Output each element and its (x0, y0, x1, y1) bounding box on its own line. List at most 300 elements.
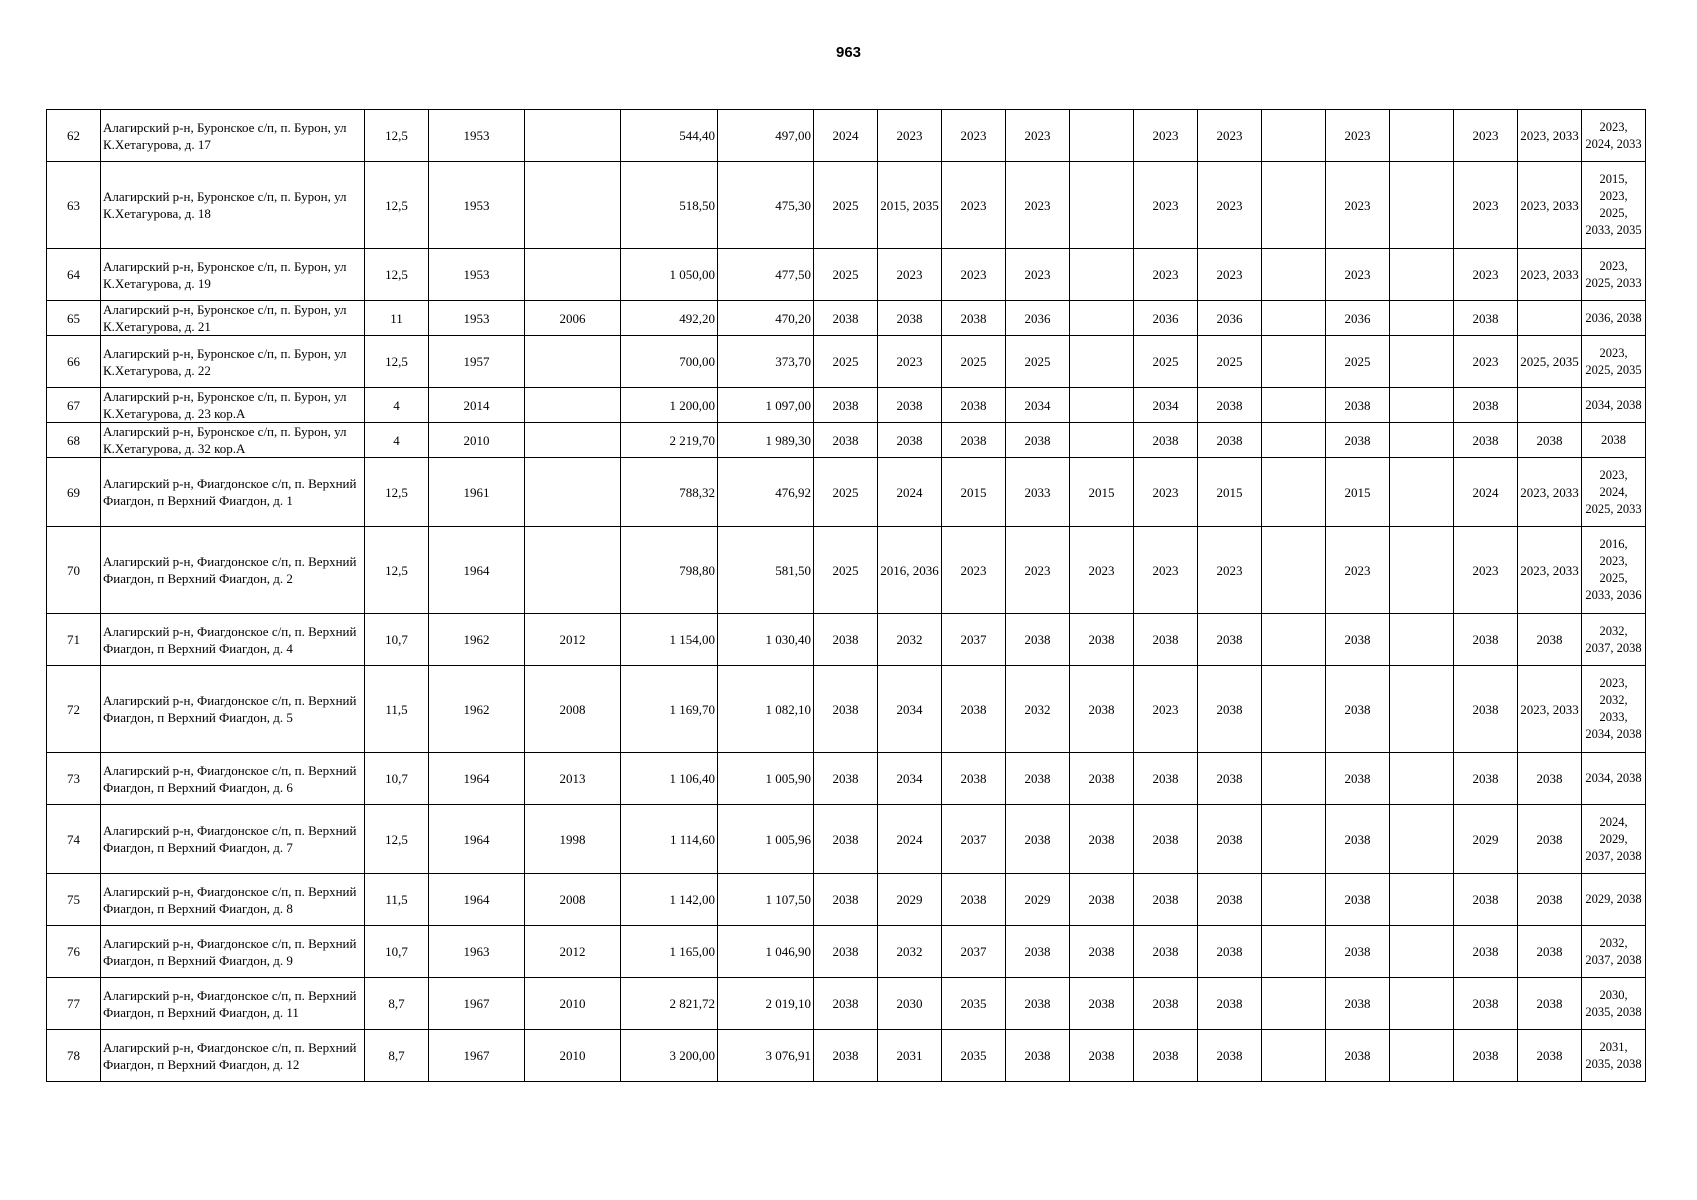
col-14-cell: 2038 (1326, 805, 1390, 874)
col-16-cell: 2038 (1454, 301, 1518, 336)
floors-count-cell: 10,7 (365, 753, 429, 805)
col-14-cell: 2025 (1326, 336, 1390, 388)
col-10-cell: 2038 (1070, 926, 1134, 978)
col-12-cell: 2038 (1198, 388, 1262, 423)
table-row (47, 666, 1646, 753)
col-10-cell: 2038 (1070, 874, 1134, 926)
floors-count-cell: 4 (365, 423, 429, 458)
living-area-cell: 1 107,50 (718, 874, 814, 926)
address-cell: Алагирский р-н, Фиагдонское с/п, п. Верхний Фиагдон, п Верхний Фиагдон, д. 8 (101, 874, 365, 926)
col-13-cell (1262, 805, 1326, 874)
col-13-cell (1262, 527, 1326, 614)
col-14-cell: 2038 (1326, 614, 1390, 666)
col-10-cell (1070, 423, 1134, 458)
total-area-cell: 492,20 (621, 301, 718, 336)
col-12-cell: 2038 (1198, 805, 1262, 874)
col-9-cell: 2023 (1006, 527, 1070, 614)
row-number-cell: 74 (47, 805, 101, 874)
row-number-cell: 65 (47, 301, 101, 336)
col-12-cell: 2015 (1198, 458, 1262, 527)
address-cell: Алагирский р-н, Фиагдонское с/п, п. Верхний Фиагдон, п Верхний Фиагдон, д. 4 (101, 614, 365, 666)
col-13-cell (1262, 666, 1326, 753)
col-9-cell: 2023 (1006, 162, 1070, 249)
col-11-cell: 2023 (1134, 458, 1198, 527)
col-12-cell: 2038 (1198, 753, 1262, 805)
table-row (47, 458, 1646, 527)
living-area-cell: 373,70 (718, 336, 814, 388)
floors-count-cell: 12,5 (365, 527, 429, 614)
col-6-cell: 2038 (814, 614, 878, 666)
total-area-cell: 518,50 (621, 162, 718, 249)
col-9-cell: 2038 (1006, 1030, 1070, 1082)
col-7-cell: 2015, 2035 (878, 162, 942, 249)
col-8-cell: 2037 (942, 614, 1006, 666)
renovation-year-cell: 1998 (525, 805, 621, 874)
floors-count-cell: 10,7 (365, 926, 429, 978)
col-9-cell: 2033 (1006, 458, 1070, 527)
col-12-cell: 2038 (1198, 926, 1262, 978)
col-11-cell: 2036 (1134, 301, 1198, 336)
col-17-cell: 2038 (1518, 614, 1582, 666)
col-17-cell: 2025, 2035 (1518, 336, 1582, 388)
col-15-cell (1390, 666, 1454, 753)
col-15-cell (1390, 423, 1454, 458)
col-16-cell: 2038 (1454, 614, 1518, 666)
col-17-cell: 2023, 2033 (1518, 162, 1582, 249)
floors-count-cell: 8,7 (365, 978, 429, 1030)
row-number-cell: 73 (47, 753, 101, 805)
address-cell: Алагирский р-н, Фиагдонское с/п, п. Верхний Фиагдон, п Верхний Фиагдон, д. 11 (101, 978, 365, 1030)
build-year-cell: 2014 (429, 388, 525, 423)
col-17-cell (1518, 301, 1582, 336)
renovation-year-cell: 2010 (525, 1030, 621, 1082)
total-area-cell: 798,80 (621, 527, 718, 614)
table-row (47, 753, 1646, 805)
build-year-cell: 1953 (429, 110, 525, 162)
col-11-cell: 2023 (1134, 666, 1198, 753)
build-year-cell: 1963 (429, 926, 525, 978)
col-18-cell: 2023, 2032, 2033, 2034, 2038 (1582, 666, 1646, 753)
col-17-cell: 2023, 2033 (1518, 110, 1582, 162)
col-10-cell: 2038 (1070, 1030, 1134, 1082)
col-18-cell: 2034, 2038 (1582, 388, 1646, 423)
col-11-cell: 2025 (1134, 336, 1198, 388)
address-cell: Алагирский р-н, Буронское с/п, п. Бурон, ул К.Хетагурова, д. 21 (101, 301, 365, 336)
col-9-cell: 2025 (1006, 336, 1070, 388)
build-year-cell: 1962 (429, 666, 525, 753)
col-8-cell: 2023 (942, 249, 1006, 301)
row-number-cell: 63 (47, 162, 101, 249)
col-16-cell: 2038 (1454, 666, 1518, 753)
row-number-cell: 78 (47, 1030, 101, 1082)
col-17-cell: 2023, 2033 (1518, 249, 1582, 301)
col-7-cell: 2034 (878, 666, 942, 753)
col-11-cell: 2023 (1134, 527, 1198, 614)
living-area-cell: 1 097,00 (718, 388, 814, 423)
col-7-cell: 2032 (878, 926, 942, 978)
address-cell: Алагирский р-н, Фиагдонское с/п, п. Верхний Фиагдон, п Верхний Фиагдон, д. 7 (101, 805, 365, 874)
total-area-cell: 544,40 (621, 110, 718, 162)
table-row (47, 1030, 1646, 1082)
col-15-cell (1390, 458, 1454, 527)
floors-count-cell: 11 (365, 301, 429, 336)
col-12-cell: 2025 (1198, 336, 1262, 388)
col-15-cell (1390, 805, 1454, 874)
col-8-cell: 2035 (942, 1030, 1006, 1082)
col-18-cell: 2023, 2024, 2033 (1582, 110, 1646, 162)
living-area-cell: 1 046,90 (718, 926, 814, 978)
col-6-cell: 2024 (814, 110, 878, 162)
col-15-cell (1390, 978, 1454, 1030)
col-6-cell: 2038 (814, 805, 878, 874)
living-area-cell: 2 019,10 (718, 978, 814, 1030)
table-row (47, 527, 1646, 614)
total-area-cell: 2 821,72 (621, 978, 718, 1030)
col-10-cell (1070, 388, 1134, 423)
col-16-cell: 2023 (1454, 336, 1518, 388)
col-13-cell (1262, 753, 1326, 805)
table-row (47, 336, 1646, 388)
col-9-cell: 2038 (1006, 805, 1070, 874)
renovation-year-cell: 2008 (525, 874, 621, 926)
row-number-cell: 69 (47, 458, 101, 527)
address-cell: Алагирский р-н, Фиагдонское с/п, п. Верхний Фиагдон, п Верхний Фиагдон, д. 5 (101, 666, 365, 753)
col-9-cell: 2032 (1006, 666, 1070, 753)
living-area-cell: 497,00 (718, 110, 814, 162)
table-row (47, 388, 1646, 423)
col-14-cell: 2038 (1326, 753, 1390, 805)
col-8-cell: 2023 (942, 162, 1006, 249)
total-area-cell: 2 219,70 (621, 423, 718, 458)
col-10-cell: 2038 (1070, 805, 1134, 874)
col-16-cell: 2038 (1454, 423, 1518, 458)
col-8-cell: 2023 (942, 527, 1006, 614)
living-area-cell: 1 030,40 (718, 614, 814, 666)
col-13-cell (1262, 874, 1326, 926)
floors-count-cell: 12,5 (365, 162, 429, 249)
col-14-cell: 2038 (1326, 423, 1390, 458)
col-10-cell: 2038 (1070, 753, 1134, 805)
col-13-cell (1262, 301, 1326, 336)
table-body (47, 110, 1646, 1082)
col-7-cell: 2038 (878, 423, 942, 458)
build-year-cell: 1953 (429, 301, 525, 336)
address-cell: Алагирский р-н, Буронское с/п, п. Бурон, ул К.Хетагурова, д. 19 (101, 249, 365, 301)
col-18-cell: 2038 (1582, 423, 1646, 458)
renovation-year-cell (525, 110, 621, 162)
col-16-cell: 2023 (1454, 110, 1518, 162)
col-18-cell: 2034, 2038 (1582, 753, 1646, 805)
col-13-cell (1262, 249, 1326, 301)
address-cell: Алагирский р-н, Фиагдонское с/п, п. Верхний Фиагдон, п Верхний Фиагдон, д. 2 (101, 527, 365, 614)
col-15-cell (1390, 388, 1454, 423)
col-9-cell: 2038 (1006, 423, 1070, 458)
total-area-cell: 788,32 (621, 458, 718, 527)
col-17-cell: 2038 (1518, 423, 1582, 458)
col-16-cell: 2023 (1454, 249, 1518, 301)
col-15-cell (1390, 110, 1454, 162)
build-year-cell: 2010 (429, 423, 525, 458)
living-area-cell: 1 082,10 (718, 666, 814, 753)
row-number-cell: 64 (47, 249, 101, 301)
col-14-cell: 2023 (1326, 527, 1390, 614)
col-14-cell: 2038 (1326, 666, 1390, 753)
table-row (47, 926, 1646, 978)
total-area-cell: 1 050,00 (621, 249, 718, 301)
living-area-cell: 1 005,96 (718, 805, 814, 874)
col-17-cell: 2023, 2033 (1518, 527, 1582, 614)
col-8-cell: 2023 (942, 110, 1006, 162)
col-6-cell: 2038 (814, 388, 878, 423)
col-14-cell: 2015 (1326, 458, 1390, 527)
table-row (47, 614, 1646, 666)
col-7-cell: 2024 (878, 458, 942, 527)
table-row (47, 301, 1646, 336)
build-year-cell: 1964 (429, 805, 525, 874)
housing-registry-table (46, 109, 1646, 1082)
col-15-cell (1390, 753, 1454, 805)
living-area-cell: 477,50 (718, 249, 814, 301)
col-18-cell: 2016, 2023, 2025, 2033, 2036 (1582, 527, 1646, 614)
row-number-cell: 75 (47, 874, 101, 926)
renovation-year-cell (525, 458, 621, 527)
col-18-cell: 2036, 2038 (1582, 301, 1646, 336)
address-cell: Алагирский р-н, Фиагдонское с/п, п. Верхний Фиагдон, п Верхний Фиагдон, д. 12 (101, 1030, 365, 1082)
col-10-cell: 2015 (1070, 458, 1134, 527)
col-14-cell: 2038 (1326, 1030, 1390, 1082)
col-12-cell: 2038 (1198, 423, 1262, 458)
col-6-cell: 2025 (814, 162, 878, 249)
col-14-cell: 2038 (1326, 874, 1390, 926)
col-11-cell: 2023 (1134, 249, 1198, 301)
col-18-cell: 2023, 2024, 2025, 2033 (1582, 458, 1646, 527)
col-15-cell (1390, 527, 1454, 614)
total-area-cell: 3 200,00 (621, 1030, 718, 1082)
col-14-cell: 2038 (1326, 926, 1390, 978)
renovation-year-cell: 2012 (525, 614, 621, 666)
total-area-cell: 1 169,70 (621, 666, 718, 753)
address-cell: Алагирский р-н, Буронское с/п, п. Бурон, ул К.Хетагурова, д. 32 кор.А (101, 423, 365, 458)
page-number: 963 (835, 44, 862, 61)
col-7-cell: 2034 (878, 753, 942, 805)
row-number-cell: 72 (47, 666, 101, 753)
col-18-cell: 2029, 2038 (1582, 874, 1646, 926)
col-17-cell: 2038 (1518, 926, 1582, 978)
renovation-year-cell (525, 527, 621, 614)
total-area-cell: 1 154,00 (621, 614, 718, 666)
col-14-cell: 2036 (1326, 301, 1390, 336)
col-6-cell: 2038 (814, 423, 878, 458)
col-17-cell: 2038 (1518, 753, 1582, 805)
col-8-cell: 2038 (942, 666, 1006, 753)
row-number-cell: 66 (47, 336, 101, 388)
total-area-cell: 1 106,40 (621, 753, 718, 805)
col-18-cell: 2032, 2037, 2038 (1582, 614, 1646, 666)
col-7-cell: 2023 (878, 336, 942, 388)
col-14-cell: 2023 (1326, 162, 1390, 249)
floors-count-cell: 12,5 (365, 110, 429, 162)
col-11-cell: 2038 (1134, 805, 1198, 874)
floors-count-cell: 11,5 (365, 874, 429, 926)
renovation-year-cell (525, 336, 621, 388)
col-17-cell: 2038 (1518, 978, 1582, 1030)
living-area-cell: 470,20 (718, 301, 814, 336)
col-13-cell (1262, 423, 1326, 458)
renovation-year-cell: 2012 (525, 926, 621, 978)
col-13-cell (1262, 110, 1326, 162)
col-8-cell: 2038 (942, 874, 1006, 926)
col-11-cell: 2038 (1134, 926, 1198, 978)
col-7-cell: 2030 (878, 978, 942, 1030)
col-9-cell: 2038 (1006, 753, 1070, 805)
col-16-cell: 2024 (1454, 458, 1518, 527)
col-15-cell (1390, 614, 1454, 666)
col-16-cell: 2023 (1454, 527, 1518, 614)
living-area-cell: 1 989,30 (718, 423, 814, 458)
col-17-cell: 2038 (1518, 805, 1582, 874)
col-6-cell: 2025 (814, 458, 878, 527)
col-9-cell: 2023 (1006, 110, 1070, 162)
col-8-cell: 2037 (942, 926, 1006, 978)
col-7-cell: 2024 (878, 805, 942, 874)
renovation-year-cell: 2010 (525, 978, 621, 1030)
renovation-year-cell (525, 162, 621, 249)
build-year-cell: 1964 (429, 753, 525, 805)
col-16-cell: 2038 (1454, 753, 1518, 805)
col-11-cell: 2038 (1134, 978, 1198, 1030)
col-11-cell: 2023 (1134, 162, 1198, 249)
col-16-cell: 2038 (1454, 1030, 1518, 1082)
living-area-cell: 1 005,90 (718, 753, 814, 805)
total-area-cell: 1 142,00 (621, 874, 718, 926)
col-10-cell: 2038 (1070, 978, 1134, 1030)
address-cell: Алагирский р-н, Буронское с/п, п. Бурон, ул К.Хетагурова, д. 22 (101, 336, 365, 388)
col-10-cell: 2023 (1070, 527, 1134, 614)
col-12-cell: 2038 (1198, 614, 1262, 666)
col-6-cell: 2038 (814, 978, 878, 1030)
col-15-cell (1390, 874, 1454, 926)
build-year-cell: 1967 (429, 978, 525, 1030)
col-16-cell: 2023 (1454, 162, 1518, 249)
table-row (47, 978, 1646, 1030)
row-number-cell: 62 (47, 110, 101, 162)
col-7-cell: 2016, 2036 (878, 527, 942, 614)
address-cell: Алагирский р-н, Буронское с/п, п. Бурон, ул К.Хетагурова, д. 18 (101, 162, 365, 249)
col-17-cell: 2023, 2033 (1518, 458, 1582, 527)
col-11-cell: 2038 (1134, 1030, 1198, 1082)
col-10-cell: 2038 (1070, 614, 1134, 666)
col-9-cell: 2023 (1006, 249, 1070, 301)
col-9-cell: 2029 (1006, 874, 1070, 926)
col-6-cell: 2038 (814, 926, 878, 978)
row-number-cell: 68 (47, 423, 101, 458)
col-7-cell: 2023 (878, 249, 942, 301)
col-6-cell: 2038 (814, 666, 878, 753)
col-12-cell: 2038 (1198, 666, 1262, 753)
renovation-year-cell: 2008 (525, 666, 621, 753)
table-row (47, 249, 1646, 301)
col-6-cell: 2038 (814, 753, 878, 805)
col-18-cell: 2023, 2025, 2033 (1582, 249, 1646, 301)
col-12-cell: 2036 (1198, 301, 1262, 336)
col-15-cell (1390, 1030, 1454, 1082)
floors-count-cell: 4 (365, 388, 429, 423)
build-year-cell: 1964 (429, 527, 525, 614)
col-12-cell: 2038 (1198, 978, 1262, 1030)
col-12-cell: 2023 (1198, 110, 1262, 162)
living-area-cell: 3 076,91 (718, 1030, 814, 1082)
col-11-cell: 2038 (1134, 423, 1198, 458)
col-12-cell: 2023 (1198, 162, 1262, 249)
col-18-cell: 2015, 2023, 2025, 2033, 2035 (1582, 162, 1646, 249)
address-cell: Алагирский р-н, Фиагдонское с/п, п. Верхний Фиагдон, п Верхний Фиагдон, д. 6 (101, 753, 365, 805)
table-row (47, 162, 1646, 249)
row-number-cell: 70 (47, 527, 101, 614)
col-13-cell (1262, 162, 1326, 249)
living-area-cell: 476,92 (718, 458, 814, 527)
build-year-cell: 1962 (429, 614, 525, 666)
col-15-cell (1390, 926, 1454, 978)
col-6-cell: 2025 (814, 336, 878, 388)
col-12-cell: 2038 (1198, 1030, 1262, 1082)
address-cell: Алагирский р-н, Буронское с/п, п. Бурон, ул К.Хетагурова, д. 23 кор.А (101, 388, 365, 423)
col-6-cell: 2025 (814, 249, 878, 301)
living-area-cell: 581,50 (718, 527, 814, 614)
build-year-cell: 1967 (429, 1030, 525, 1082)
col-7-cell: 2031 (878, 1030, 942, 1082)
col-11-cell: 2023 (1134, 110, 1198, 162)
col-8-cell: 2038 (942, 388, 1006, 423)
col-18-cell: 2032, 2037, 2038 (1582, 926, 1646, 978)
floors-count-cell: 12,5 (365, 458, 429, 527)
col-13-cell (1262, 978, 1326, 1030)
total-area-cell: 1 200,00 (621, 388, 718, 423)
build-year-cell: 1957 (429, 336, 525, 388)
table-row (47, 110, 1646, 162)
col-6-cell: 2025 (814, 527, 878, 614)
col-14-cell: 2038 (1326, 388, 1390, 423)
col-6-cell: 2038 (814, 301, 878, 336)
col-18-cell: 2031, 2035, 2038 (1582, 1030, 1646, 1082)
col-12-cell: 2038 (1198, 874, 1262, 926)
build-year-cell: 1953 (429, 162, 525, 249)
col-8-cell: 2038 (942, 423, 1006, 458)
col-18-cell: 2030, 2035, 2038 (1582, 978, 1646, 1030)
col-7-cell: 2038 (878, 301, 942, 336)
row-number-cell: 77 (47, 978, 101, 1030)
col-11-cell: 2038 (1134, 753, 1198, 805)
col-17-cell (1518, 388, 1582, 423)
col-7-cell: 2032 (878, 614, 942, 666)
col-16-cell: 2038 (1454, 388, 1518, 423)
col-9-cell: 2038 (1006, 614, 1070, 666)
renovation-year-cell (525, 423, 621, 458)
col-14-cell: 2038 (1326, 978, 1390, 1030)
table-row (47, 423, 1646, 458)
col-10-cell (1070, 336, 1134, 388)
col-16-cell: 2038 (1454, 926, 1518, 978)
col-11-cell: 2038 (1134, 874, 1198, 926)
build-year-cell: 1961 (429, 458, 525, 527)
col-13-cell (1262, 336, 1326, 388)
col-18-cell: 2024, 2029, 2037, 2038 (1582, 805, 1646, 874)
col-12-cell: 2023 (1198, 249, 1262, 301)
col-10-cell (1070, 249, 1134, 301)
total-area-cell: 1 114,60 (621, 805, 718, 874)
col-10-cell: 2038 (1070, 666, 1134, 753)
col-7-cell: 2023 (878, 110, 942, 162)
col-17-cell: 2038 (1518, 874, 1582, 926)
